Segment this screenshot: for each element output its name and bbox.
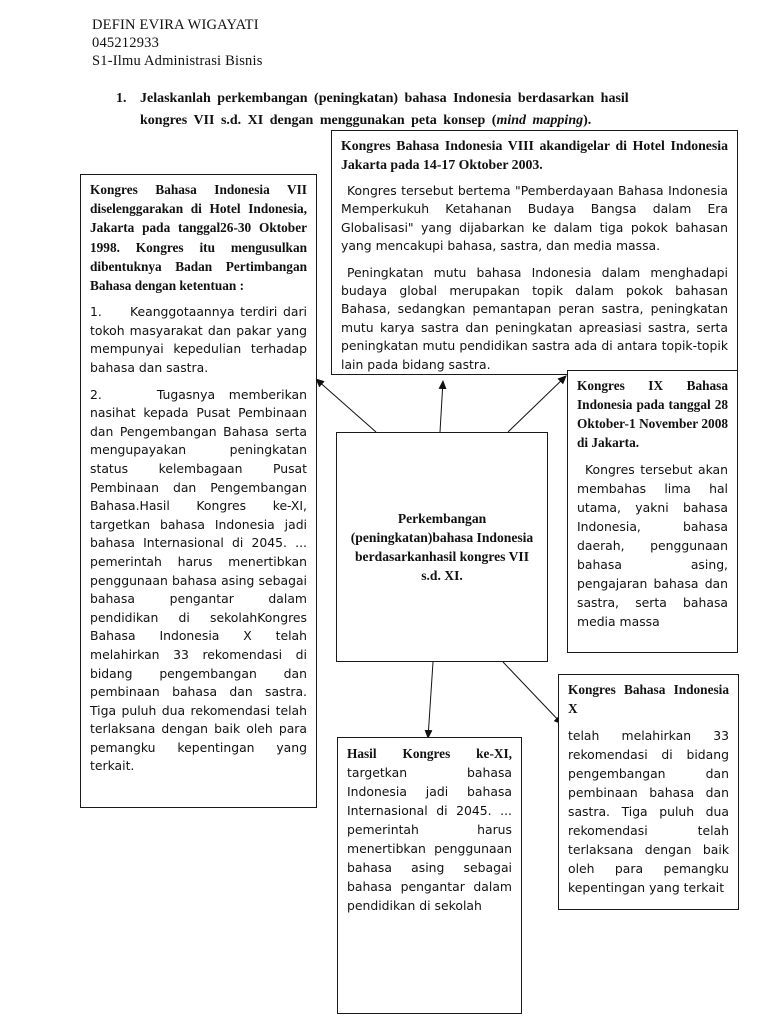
kongres-xi-text [347, 744, 512, 915]
kongres-viii-paragraph-2: Peningkatan mutu bahasa Indonesia dalam menghadapi budaya global merupakan topik dalam pokok bahasan Bahasa, sedangkan pemantapan peran sastra, peningkatan mutu karya sastra dan peningkatan apreasiasi sastra, serta peningkatan mutu pendidikan sastra ada di antara topik-topik lain pada bidang sastra. [341, 264, 728, 372]
arrow-to-kongres-ix [508, 376, 566, 432]
student-id: 045212933 [92, 35, 160, 51]
arrow-to-kongres-viii [440, 381, 443, 432]
kongres-vii-point-2: 2. Tugasnya memberikan nasihat kepada Pusat Pembinaan dan Pengembangan Bahasa serta mengupayakan peningkatan status kelembagaan Pusat Pembinaan dan Pengembangan Bahasa.Hasil Kongres ke-XI, targetkan bahasa Indonesia jadi bahasa Internasional di 2045. ... pemerintah harus menertibkan penggunaan bahasa asing sebagai bahasa pengantar dalam pendidikan di sekolahKongres Bahasa Indonesia X telah melahirkan 33 rekomendasi di bidang pengembangan dan pembinaan bahasa dan sastra. Tiga puluh dua rekomendasi telah terlaksana dengan baik oleh para pemangku kepentingan yang terkait. [90, 386, 307, 774]
kongres-vii-heading: Kongres Bahasa Indonesia VII diselenggarakan di Hotel Indonesia, Jakarta pada tanggal26-30 Oktober 1998. Kongres itu mengusulkan dibentuknya Badan Pertimbangan Bahasa dengan ketentuan : [90, 182, 307, 294]
kongres-viii-heading: Kongres Bahasa Indonesia VIII akandigelar di Hotel Indonesia Jakarta pada 14-17 Oktober 2003. [341, 138, 728, 172]
kongres-x-heading: Kongres Bahasa Indonesia X [568, 682, 729, 716]
kongres-xi-box [337, 737, 522, 1014]
kongres-viii-box [331, 130, 738, 375]
kongres-x-box [558, 674, 739, 910]
arrow-to-kongres-xi [428, 662, 433, 738]
kongres-ix-box [567, 370, 738, 653]
student-name: DEFIN EVIRA WIGAYATI [92, 17, 259, 33]
kongres-viii-paragraph-1: Kongres tersebut bertema "Pemberdayaan Bahasa Indonesia Memperkukuh Ketahanan Budaya Bangsa dalam Era Globalisasi" yang dijabarkan ke dalam tiga pokok bahasan yang mencakupi bahasa, sastra, dan media massa. [341, 183, 728, 254]
central-topic-text: Perkembangan (peningkatan)bahasa Indonesia berdasarkanhasil kongres VII s.d. XI. [350, 511, 534, 583]
question-line-1: Jelaskanlah perkembangan (peningkatan) bahasa Indonesia berdasarkan hasil [140, 91, 629, 106]
arrow-to-kongres-x [503, 662, 562, 724]
central-topic-box [336, 432, 548, 662]
study-program: S1-Ilmu Administrasi Bisnis [92, 53, 263, 69]
question-line-2: kongres VII s.d. XI dengan menggunakan peta konsep (mind mapping). [140, 113, 592, 128]
kongres-ix-heading: Kongres IX Bahasa Indonesia pada tanggal 28 Oktober-1 November 2008 di Jakarta. [577, 378, 728, 450]
kongres-ix-body: Kongres tersebut akan membahas lima hal utama, yakni bahasa Indonesia, bahasa daerah, penggunaan bahasa asing, pengajaran bahasa dan sastra, serta bahasa media massa [577, 462, 728, 629]
kongres-vii-box [80, 174, 317, 808]
arrow-to-kongres-vii [316, 379, 376, 432]
kongres-xi-heading: Hasil Kongres ke-XI, [347, 746, 512, 761]
kongres-x-body: telah melahirkan 33 rekomendasi di bidang pengembangan dan pembinaan bahasa dan sastra. Tiga puluh dua rekomendasi telah terlaksana dengan baik oleh para pemangku kepentingan yang terkait [568, 728, 729, 895]
question-number: 1. [116, 91, 127, 106]
kongres-xi-body: targetkan bahasa Indonesia jadi bahasa Internasional di 2045. ... pemerintah harus menertibkan penggunaan bahasa asing sebagai bahasa pengantar dalam pendidikan di sekolah [347, 765, 512, 913]
kongres-vii-point-1: 1. Keanggotaannya terdiri dari tokoh masyarakat dan pakar yang mempunyai kepedulian terhadap bahasa dan sastra. [90, 304, 307, 375]
